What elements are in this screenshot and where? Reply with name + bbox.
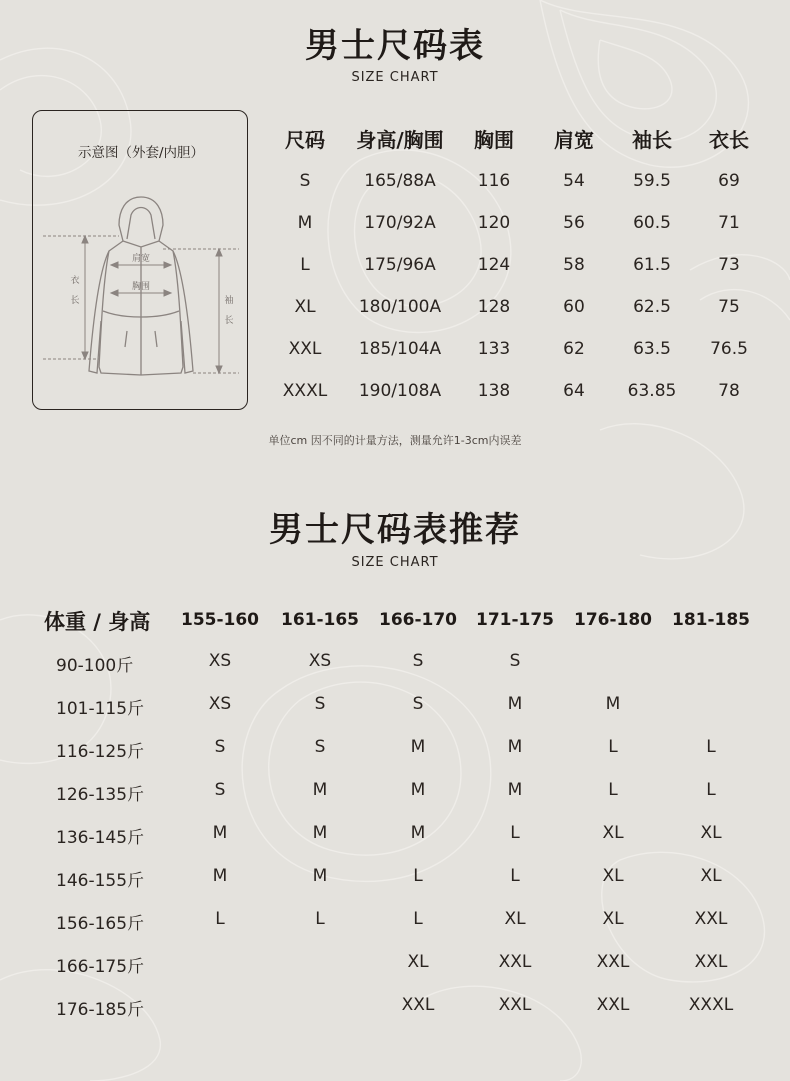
rec-table-cell: XL: [407, 952, 429, 972]
rec-table-height-header: 161-165: [280, 610, 360, 630]
rec-table-cell: L: [315, 909, 325, 929]
measurement-note: 单位cm 因不同的计量方法，测量允许1-3cm内误差: [268, 434, 522, 447]
size-table-cell: 59.5: [633, 171, 671, 191]
length-label-1: 衣: [70, 276, 80, 286]
chest-label: 胸围: [131, 282, 151, 292]
rec-table-height-header: 166-170: [378, 610, 458, 630]
rec-table-cell: XXL: [498, 952, 532, 972]
size-table-cell: 69: [718, 171, 740, 191]
size-table-cell: 62.5: [633, 297, 671, 317]
size-table-cell: 165/88A: [364, 171, 436, 191]
rec-table-cell: L: [510, 823, 520, 843]
size-table-header: 胸围: [474, 128, 514, 152]
size-table-header: 肩宽: [554, 128, 594, 152]
size-table-header: 衣长: [709, 128, 749, 152]
rec-table-cell: L: [608, 737, 618, 757]
recommendation-title: 男士尺码表推荐: [269, 510, 521, 550]
rec-table-cell: XL: [700, 823, 722, 843]
rec-table-cell: L: [413, 909, 423, 929]
rec-table-weight: 126-135斤: [56, 785, 145, 805]
size-table-cell: 64: [563, 381, 585, 401]
rec-table-cell: XXL: [596, 995, 630, 1015]
rec-table-weight: 101-115斤: [56, 699, 145, 719]
diagram-caption: 示意图（外套/内胆）: [77, 145, 205, 161]
rec-table-cell: XXXL: [688, 995, 734, 1015]
rec-table-cell: S: [412, 694, 424, 714]
page-title: 男士尺码表: [305, 26, 485, 66]
size-table-cell: 63.85: [627, 381, 677, 401]
rec-table-cell: XL: [602, 823, 624, 843]
rec-table-cell: M: [212, 866, 228, 886]
rec-table-weight: 156-165斤: [56, 914, 145, 934]
rec-table-cell: L: [608, 780, 618, 800]
rec-table-cell: XXL: [401, 995, 435, 1015]
size-table-cell: XL: [294, 297, 316, 317]
rec-table-cell: M: [410, 780, 426, 800]
rec-table-weight: 176-185斤: [56, 1000, 145, 1020]
rec-table-cell: M: [212, 823, 228, 843]
size-table-cell: 170/92A: [364, 213, 436, 233]
rec-table-corner: 体重 / 身高: [44, 610, 151, 634]
rec-table-cell: L: [215, 909, 225, 929]
rec-table-height-header: 155-160: [180, 610, 260, 630]
rec-table-cell: S: [412, 651, 424, 671]
rec-table-weight: 116-125斤: [56, 742, 145, 762]
size-table-cell: 73: [718, 255, 740, 275]
size-table-cell: 63.5: [633, 339, 671, 359]
rec-table-cell: S: [214, 737, 226, 757]
rec-table-cell: XXL: [596, 952, 630, 972]
rec-table-cell: M: [507, 694, 523, 714]
rec-table-cell: S: [509, 651, 521, 671]
rec-table-weight: 90-100斤: [56, 656, 134, 676]
size-table-cell: 56: [563, 213, 585, 233]
rec-table-cell: XXL: [694, 909, 728, 929]
rec-table-cell: S: [214, 780, 226, 800]
rec-table-height-header: 171-175: [475, 610, 555, 630]
rec-table-cell: S: [314, 694, 326, 714]
length-label-2: 长: [70, 296, 80, 306]
size-table-cell: 116: [477, 171, 511, 191]
size-table-cell: S: [299, 171, 311, 191]
size-table-cell: 133: [477, 339, 511, 359]
rec-table-cell: XL: [602, 909, 624, 929]
size-table-cell: 75: [718, 297, 740, 317]
rec-table-cell: S: [314, 737, 326, 757]
rec-table-height-header: 181-185: [671, 610, 751, 630]
size-table-cell: 138: [477, 381, 511, 401]
rec-table-cell: XL: [504, 909, 526, 929]
size-table-cell: 60.5: [633, 213, 671, 233]
rec-table-cell: XS: [208, 651, 232, 671]
size-table-cell: 185/104A: [358, 339, 442, 359]
rec-table-cell: XS: [208, 694, 232, 714]
size-table-cell: 180/100A: [358, 297, 442, 317]
rec-table-cell: M: [605, 694, 621, 714]
size-table-cell: 54: [563, 171, 585, 191]
rec-table-weight: 166-175斤: [56, 957, 145, 977]
rec-table-cell: XL: [700, 866, 722, 886]
size-table-cell: 58: [563, 255, 585, 275]
recommendation-subtitle: SIZE CHART: [351, 555, 439, 570]
rec-table-weight: 136-145斤: [56, 828, 145, 848]
size-table-cell: 62: [563, 339, 585, 359]
size-table-cell: 60: [563, 297, 585, 317]
size-table-cell: 78: [718, 381, 740, 401]
size-table-cell: 120: [477, 213, 511, 233]
rec-table-cell: M: [312, 823, 328, 843]
size-table-header: 尺码: [285, 128, 325, 152]
page-subtitle: SIZE CHART: [351, 70, 439, 85]
size-table-cell: XXL: [288, 339, 322, 359]
size-table-cell: L: [300, 255, 310, 275]
sleeve-label-1: 袖: [224, 296, 234, 306]
rec-table-cell: L: [706, 780, 716, 800]
size-table-cell: 190/108A: [358, 381, 442, 401]
size-table-cell: 71: [718, 213, 740, 233]
size-table-cell: 61.5: [633, 255, 671, 275]
size-table-cell: 124: [477, 255, 511, 275]
size-table-cell: 128: [477, 297, 511, 317]
rec-table-cell: L: [413, 866, 423, 886]
rec-table-cell: M: [410, 737, 426, 757]
rec-table-weight: 146-155斤: [56, 871, 145, 891]
size-table-cell: 175/96A: [364, 255, 436, 275]
rec-table-cell: L: [706, 737, 716, 757]
rec-table-cell: XS: [308, 651, 332, 671]
rec-table-height-header: 176-180: [573, 610, 653, 630]
rec-table-cell: M: [312, 780, 328, 800]
shoulder-label: 肩宽: [131, 254, 151, 264]
rec-table-cell: XXL: [694, 952, 728, 972]
rec-table-cell: L: [510, 866, 520, 886]
rec-table-cell: M: [410, 823, 426, 843]
size-table-header: 身高/胸围: [356, 128, 444, 152]
rec-table-cell: XXL: [498, 995, 532, 1015]
rec-table-cell: XL: [602, 866, 624, 886]
size-table-cell: M: [297, 213, 313, 233]
size-table-header: 袖长: [632, 128, 672, 152]
jacket-diagram: [43, 181, 239, 401]
measurement-diagram-box: [32, 110, 248, 410]
sleeve-label-2: 长: [224, 316, 234, 326]
size-table-cell: 76.5: [710, 339, 748, 359]
rec-table-cell: M: [507, 737, 523, 757]
rec-table-cell: M: [507, 780, 523, 800]
size-table-cell: XXXL: [282, 381, 328, 401]
rec-table-cell: M: [312, 866, 328, 886]
